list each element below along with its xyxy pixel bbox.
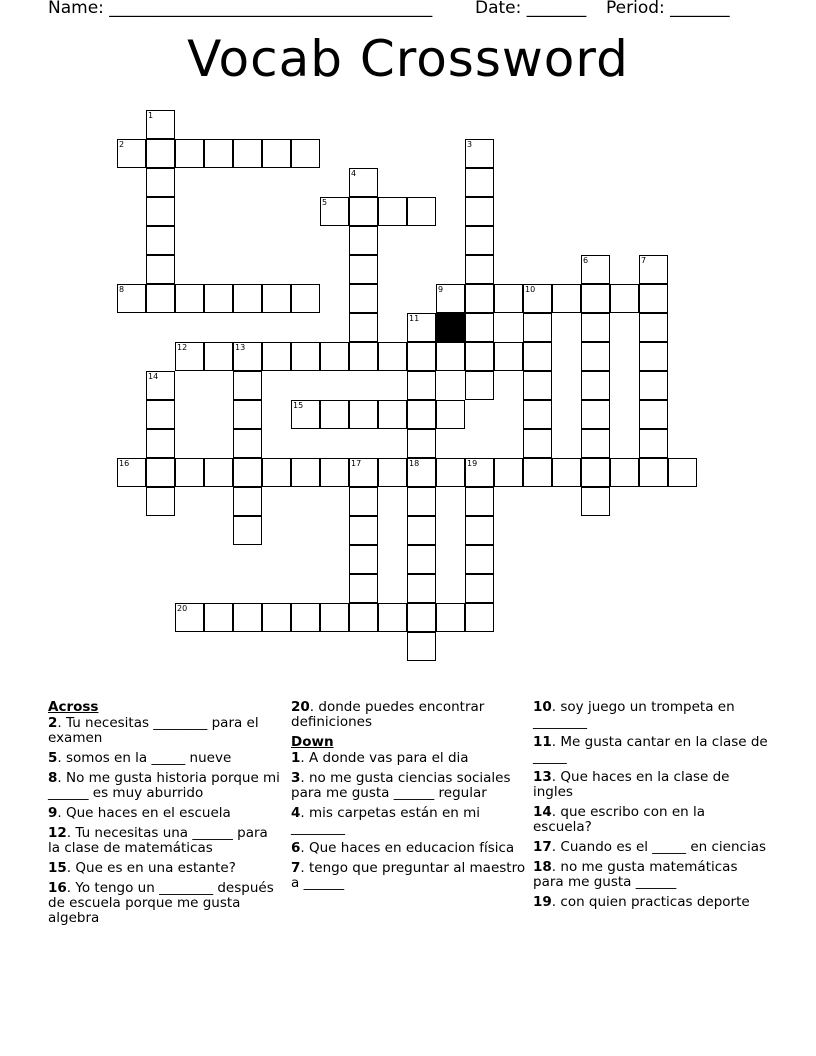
clue-number: 17 — [533, 839, 552, 855]
grid-cell[interactable] — [233, 371, 262, 400]
grid-cell[interactable] — [146, 284, 175, 313]
clue-text: Tu necesitas ________ para el examen — [48, 715, 259, 746]
grid-cell[interactable] — [581, 487, 610, 516]
clue-11: 11. Me gusta cantar en la clase de _____ — [533, 734, 768, 765]
grid-cell[interactable] — [320, 342, 349, 371]
grid-cell[interactable] — [523, 313, 552, 342]
grid-cell[interactable] — [320, 458, 349, 487]
grid-cell[interactable] — [407, 632, 436, 661]
grid-cell[interactable] — [233, 487, 262, 516]
clue-number: 1 — [291, 750, 301, 766]
clue-number: 2 — [48, 715, 58, 731]
grid-cell[interactable] — [639, 371, 668, 400]
grid-cell[interactable] — [204, 342, 233, 371]
clue-text: que escribo con en la escuela? — [533, 804, 706, 835]
clue-number-14: 14 — [148, 372, 159, 381]
grid-cell[interactable] — [465, 574, 494, 603]
black-square — [436, 313, 465, 342]
clue-number-9: 9 — [438, 285, 444, 294]
clue-number: 13 — [533, 769, 552, 785]
clue-number-5: 5 — [322, 198, 328, 207]
clue-number-1: 1 — [148, 111, 154, 120]
clue-number: 4 — [291, 805, 301, 821]
clue-text: tengo que preguntar al maestro a ______ — [291, 860, 526, 891]
clue-number: 20 — [291, 699, 310, 715]
grid-cell[interactable] — [465, 545, 494, 574]
clue-18: 18. no me gusta matemáticas para me gusta ______ — [533, 859, 738, 890]
clue-text: con quien practicas deporte — [560, 894, 750, 910]
clue-text: mis carpetas están en mi ________ — [291, 805, 481, 836]
grid-cell[interactable] — [436, 458, 465, 487]
clue-2: 2. Tu necesitas ________ para el examen — [48, 715, 259, 746]
clue-number: 18 — [533, 859, 552, 875]
clue-15: 15. Que es en una estante? — [48, 860, 236, 876]
clue-number: 8 — [48, 770, 58, 786]
clue-number: 12 — [48, 825, 67, 841]
grid-cell[interactable] — [523, 458, 552, 487]
grid-cell[interactable] — [349, 400, 378, 429]
across-heading: Across — [48, 699, 99, 715]
clue-17: 17. Cuando es el _____ en ciencias — [533, 839, 767, 855]
clue-number-13: 13 — [235, 343, 246, 352]
grid-cell[interactable] — [407, 487, 436, 516]
grid-cell[interactable] — [407, 371, 436, 400]
grid-cell[interactable] — [349, 342, 378, 371]
clue-number: 9 — [48, 805, 58, 821]
clue-number-17: 17 — [351, 459, 362, 468]
clues-column-3 — [533, 700, 768, 915]
grid-cell[interactable] — [262, 603, 291, 632]
clue-number-4: 4 — [351, 169, 357, 178]
grid-cell[interactable] — [378, 458, 407, 487]
clue-number: 10 — [533, 699, 552, 715]
grid-cell[interactable] — [175, 139, 204, 168]
grid-cell[interactable] — [146, 458, 175, 487]
grid-cell[interactable] — [523, 371, 552, 400]
grid-cell[interactable] — [639, 284, 668, 313]
grid-cell[interactable] — [639, 342, 668, 371]
grid-cell[interactable] — [465, 226, 494, 255]
down-heading: Down — [291, 734, 334, 750]
grid-cell[interactable] — [581, 342, 610, 371]
grid-cell[interactable] — [349, 516, 378, 545]
grid-cell[interactable] — [233, 516, 262, 545]
name-field-label[interactable]: Name: ______________________________________ — [48, 0, 433, 18]
clue-14: 14. que escribo con en la escuela? — [533, 804, 706, 835]
across-clue-list — [48, 716, 283, 926]
grid-cell[interactable] — [175, 458, 204, 487]
clue-number-16: 16 — [119, 459, 130, 468]
grid-cell[interactable] — [146, 168, 175, 197]
clue-13: 13. Que haces en la clase de ingles — [533, 769, 730, 800]
grid-cell[interactable] — [494, 284, 523, 313]
clue-number: 11 — [533, 734, 552, 750]
clue-7: 7. tengo que preguntar al maestro a ______ — [291, 860, 526, 891]
grid-cell[interactable] — [146, 487, 175, 516]
grid-cell[interactable] — [291, 458, 320, 487]
grid-cell[interactable] — [291, 342, 320, 371]
down-clue-list-continued — [533, 700, 768, 910]
grid-cell[interactable] — [465, 313, 494, 342]
grid-cell[interactable] — [233, 400, 262, 429]
grid-cell[interactable] — [146, 400, 175, 429]
grid-cell[interactable] — [668, 458, 697, 487]
clue-5: 5. somos en la _____ nueve — [48, 750, 232, 766]
grid-cell[interactable] — [146, 255, 175, 284]
grid-cell[interactable] — [436, 342, 465, 371]
date-field-label[interactable]: Date: _______ — [475, 0, 587, 18]
grid-cell[interactable] — [349, 284, 378, 313]
grid-cell[interactable] — [494, 342, 523, 371]
grid-cell[interactable] — [349, 226, 378, 255]
grid-cell[interactable] — [610, 284, 639, 313]
grid-cell[interactable] — [204, 139, 233, 168]
grid-cell[interactable] — [407, 603, 436, 632]
grid-cell[interactable] — [349, 603, 378, 632]
clue-number: 7 — [291, 860, 301, 876]
grid-cell[interactable] — [436, 603, 465, 632]
grid-cell[interactable] — [523, 342, 552, 371]
grid-cell[interactable] — [407, 342, 436, 371]
clue-text: somos en la _____ nueve — [66, 750, 232, 766]
grid-cell[interactable] — [233, 458, 262, 487]
grid-cell[interactable] — [291, 603, 320, 632]
grid-cell[interactable] — [378, 342, 407, 371]
period-field-label[interactable]: Period: _______ — [606, 0, 730, 18]
grid-cell[interactable] — [581, 400, 610, 429]
clue-number: 16 — [48, 880, 67, 896]
clue-number-12: 12 — [177, 343, 188, 352]
clue-number: 5 — [48, 750, 58, 766]
grid-cell[interactable] — [204, 603, 233, 632]
grid-cell[interactable] — [233, 603, 262, 632]
grid-cell[interactable] — [262, 458, 291, 487]
clue-19: 19. con quien practicas deporte — [533, 894, 750, 910]
clue-text: Que haces en educacion física — [309, 840, 515, 856]
grid-cell[interactable] — [581, 313, 610, 342]
clue-4: 4. mis carpetas están en mi ________ — [291, 805, 481, 836]
clue-text: Tu necesitas una ______ para la clase de matemáticas — [48, 825, 268, 856]
grid-cell[interactable] — [378, 400, 407, 429]
clue-text: Que haces en la clase de ingles — [533, 769, 730, 800]
grid-cell[interactable] — [407, 197, 436, 226]
clue-number-6: 6 — [583, 256, 589, 265]
grid-cell[interactable] — [320, 603, 349, 632]
grid-cell[interactable] — [407, 545, 436, 574]
grid-cell[interactable] — [146, 429, 175, 458]
grid-cell[interactable] — [581, 371, 610, 400]
grid-cell[interactable] — [146, 197, 175, 226]
grid-cell[interactable] — [465, 168, 494, 197]
grid-cell[interactable] — [465, 197, 494, 226]
clues-column-2 — [291, 700, 526, 896]
grid-cell[interactable] — [204, 458, 233, 487]
grid-cell[interactable] — [407, 574, 436, 603]
grid-cell[interactable] — [291, 284, 320, 313]
grid-cell[interactable] — [581, 429, 610, 458]
clue-number-19: 19 — [467, 459, 478, 468]
clue-number-2: 2 — [119, 140, 125, 149]
grid-cell[interactable] — [349, 574, 378, 603]
clue-number-18: 18 — [409, 459, 420, 468]
clue-number-7: 7 — [641, 256, 647, 265]
clue-number-11: 11 — [409, 314, 420, 323]
clue-text: no me gusta matemáticas para me gusta ______ — [533, 859, 738, 890]
clue-number: 15 — [48, 860, 67, 876]
grid-cell[interactable] — [349, 313, 378, 342]
grid-cell[interactable] — [175, 284, 204, 313]
grid-cell[interactable] — [320, 400, 349, 429]
grid-cell[interactable] — [465, 603, 494, 632]
grid-cell[interactable] — [262, 139, 291, 168]
clue-6: 6. Que haces en educacion física — [291, 840, 515, 856]
grid-cell[interactable] — [494, 458, 523, 487]
grid-cell[interactable] — [407, 429, 436, 458]
grid-cell[interactable] — [204, 284, 233, 313]
clue-text: Me gusta cantar en la clase de _____ — [533, 734, 768, 765]
grid-cell[interactable] — [465, 371, 494, 400]
grid-cell[interactable] — [349, 545, 378, 574]
grid-cell[interactable] — [233, 284, 262, 313]
grid-cell[interactable] — [523, 429, 552, 458]
grid-cell[interactable] — [581, 458, 610, 487]
clue-number: 14 — [533, 804, 552, 820]
clue-text: Que es en una estante? — [75, 860, 236, 876]
grid-cell[interactable] — [349, 255, 378, 284]
across-clue-list-continued — [291, 700, 526, 730]
page-title: Vocab Crossword — [187, 30, 629, 88]
clue-text: no me gusta ciencias sociales para me gusta ______ regular — [291, 770, 511, 801]
grid-cell[interactable] — [639, 313, 668, 342]
grid-cell[interactable] — [523, 400, 552, 429]
clue-number-15: 15 — [293, 401, 304, 410]
clue-1: 1. A donde vas para el dia — [291, 750, 469, 766]
clue-3: 3. no me gusta ciencias sociales para me gusta ______ regular — [291, 770, 511, 801]
clue-text: Yo tengo un ________ después de escuela porque me gusta algebra — [48, 880, 274, 926]
grid-cell[interactable] — [378, 197, 407, 226]
grid-cell[interactable] — [146, 226, 175, 255]
grid-cell[interactable] — [639, 400, 668, 429]
clue-12: 12. Tu necesitas una ______ para la clase de matemáticas — [48, 825, 268, 856]
down-clue-list — [291, 751, 526, 891]
grid-cell[interactable] — [465, 284, 494, 313]
grid-cell[interactable] — [465, 516, 494, 545]
clue-number: 19 — [533, 894, 552, 910]
grid-cell[interactable] — [465, 255, 494, 284]
grid-cell[interactable] — [639, 458, 668, 487]
clue-8: 8. No me gusta historia porque mi ______ es muy aburrido — [48, 770, 280, 801]
clue-text: No me gusta historia porque mi ______ es muy aburrido — [48, 770, 280, 801]
grid-cell[interactable] — [291, 139, 320, 168]
grid-cell[interactable] — [639, 429, 668, 458]
grid-cell[interactable] — [436, 400, 465, 429]
clue-10: 10. soy juego un trompeta en ________ — [533, 699, 735, 730]
clue-number: 3 — [291, 770, 301, 786]
grid-cell[interactable] — [349, 197, 378, 226]
clues-column-1 — [48, 700, 283, 931]
clue-text: A donde vas para el dia — [309, 750, 469, 766]
clue-text: Que haces en el escuela — [66, 805, 231, 821]
clue-number-10: 10 — [525, 285, 536, 294]
grid-cell[interactable] — [349, 487, 378, 516]
grid-cell[interactable] — [610, 458, 639, 487]
clue-number-3: 3 — [467, 140, 473, 149]
grid-cell[interactable] — [262, 342, 291, 371]
grid-cell[interactable] — [407, 516, 436, 545]
grid-cell[interactable] — [552, 458, 581, 487]
clue-number: 6 — [291, 840, 301, 856]
grid-cell[interactable] — [465, 342, 494, 371]
clue-9: 9. Que haces en el escuela — [48, 805, 231, 821]
clue-16: 16. Yo tengo un ________ después de escuela porque me gusta algebra — [48, 880, 274, 926]
grid-cell[interactable] — [407, 400, 436, 429]
clue-text: soy juego un trompeta en ________ — [533, 699, 735, 730]
grid-cell[interactable] — [146, 139, 175, 168]
grid-cell[interactable] — [233, 139, 262, 168]
grid-cell[interactable] — [552, 284, 581, 313]
clue-text: donde puedes encontrar definiciones — [291, 699, 485, 730]
clue-20: 20. donde puedes encontrar definiciones — [291, 699, 485, 730]
clue-number-8: 8 — [119, 285, 125, 294]
grid-cell[interactable] — [378, 603, 407, 632]
grid-cell[interactable] — [465, 487, 494, 516]
clue-number-20: 20 — [177, 604, 188, 613]
clue-text: Cuando es el _____ en ciencias — [560, 839, 767, 855]
grid-cell[interactable] — [262, 284, 291, 313]
grid-cell[interactable] — [233, 429, 262, 458]
grid-cell[interactable] — [581, 284, 610, 313]
